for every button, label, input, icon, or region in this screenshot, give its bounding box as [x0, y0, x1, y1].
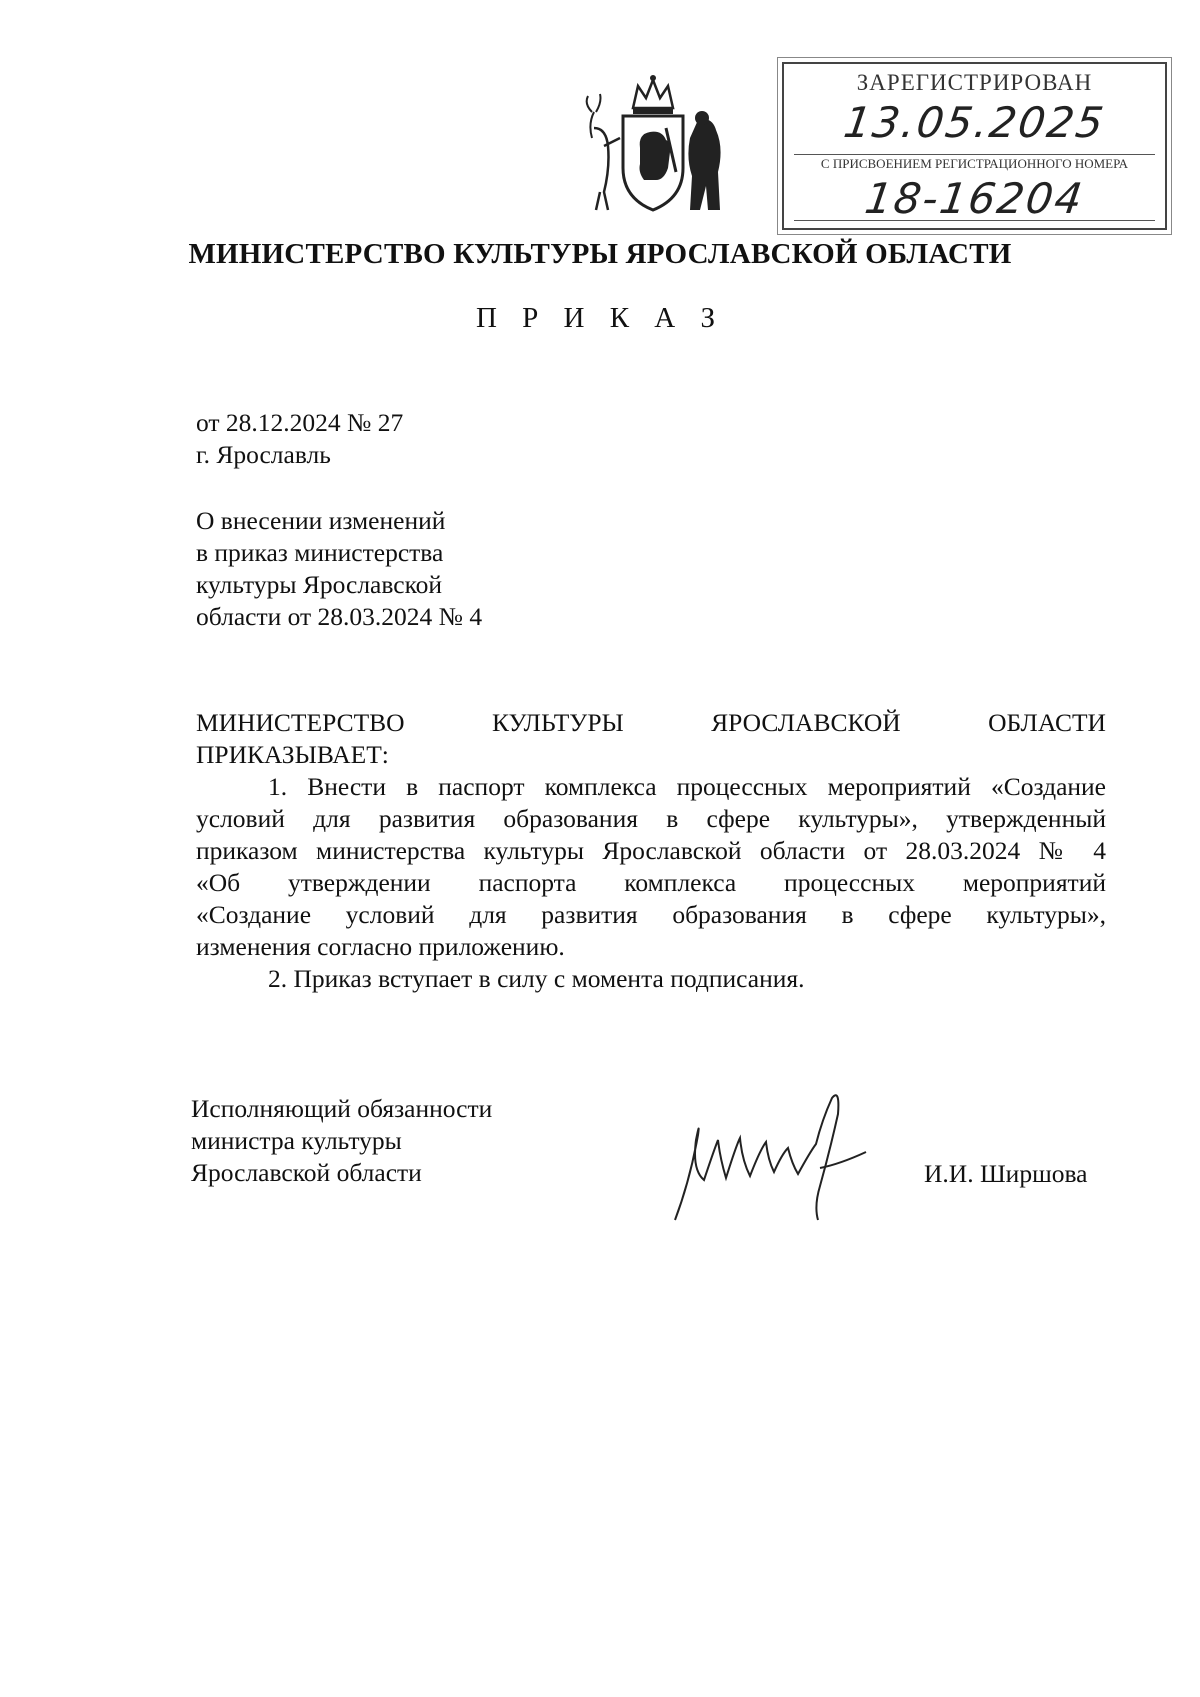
- stamp-reg-number: 18-16204: [861, 174, 1088, 223]
- signer-position-line: министра культуры: [191, 1126, 402, 1155]
- paragraph-1-line: условий для развития образования в сфере культуры», утвержденный: [196, 804, 1106, 833]
- subject-line: культуры Ярославской: [196, 570, 443, 599]
- order-body: [196, 707, 1106, 995]
- ministry-title: МИНИСТЕРСТВО КУЛЬТУРЫ ЯРОСЛАВСКОЙ ОБЛАСТИ: [188, 238, 1012, 270]
- paragraph-1-line: приказом министерства культуры Ярославской области от 28.03.2024 № 4: [196, 836, 1106, 865]
- signer-position-line: Исполняющий обязанности: [191, 1094, 493, 1123]
- paragraph-1-line: изменения согласно приложению.: [196, 932, 565, 961]
- subject-line: в приказ министерства: [196, 538, 444, 567]
- subject-line: области от 28.03.2024 № 4: [196, 602, 483, 631]
- document-subject: [196, 505, 482, 633]
- paragraph-2: 2. Приказ вступает в силу с момента подписания.: [268, 964, 805, 993]
- paragraph-1-line: «Создание условий для развития образования в сфере культуры»,: [196, 900, 1106, 929]
- stamp-divider: [794, 220, 1155, 221]
- signer-position-line: Ярославской области: [191, 1158, 422, 1187]
- stamp-date: 13.05.2025: [840, 98, 1109, 147]
- signer-name: И.И. Ширшова: [924, 1159, 1088, 1188]
- document-meta: [196, 407, 403, 471]
- handwritten-signature: [670, 1080, 885, 1225]
- preamble-word: МИНИСТЕРСТВО: [196, 708, 405, 737]
- stamp-subtitle: С ПРИСВОЕНИЕМ РЕГИСТРАЦИОННОГО НОМЕРА: [820, 156, 1129, 171]
- preamble-word: КУЛЬТУРЫ: [492, 708, 624, 737]
- preamble-orders: ПРИКАЗЫВАЕТ:: [196, 740, 389, 769]
- stamp-divider: [794, 154, 1155, 155]
- city: г. Ярославль: [196, 440, 331, 469]
- subject-line: О внесении изменений: [196, 506, 446, 535]
- preamble-word: ЯРОСЛАВСКОЙ: [711, 708, 901, 737]
- paragraph-1-line: 1. Внести в паспорт комплекса процессных мероприятий «Создание: [268, 772, 1106, 801]
- preamble-word: ОБЛАСТИ: [988, 708, 1106, 737]
- signer-position: [191, 1093, 492, 1189]
- date-number: от 28.12.2024 № 27: [196, 408, 404, 437]
- preamble-line: [196, 707, 1106, 739]
- paragraph-1-line: «Об утверждении паспорта комплекса процессных мероприятий: [196, 868, 1106, 897]
- stamp-title: ЗАРЕГИСТРИРОВАН: [856, 70, 1093, 95]
- coat-of-arms-icon: [578, 68, 728, 218]
- registration-stamp: [782, 62, 1167, 230]
- document-type: П Р И К А З: [475, 302, 725, 334]
